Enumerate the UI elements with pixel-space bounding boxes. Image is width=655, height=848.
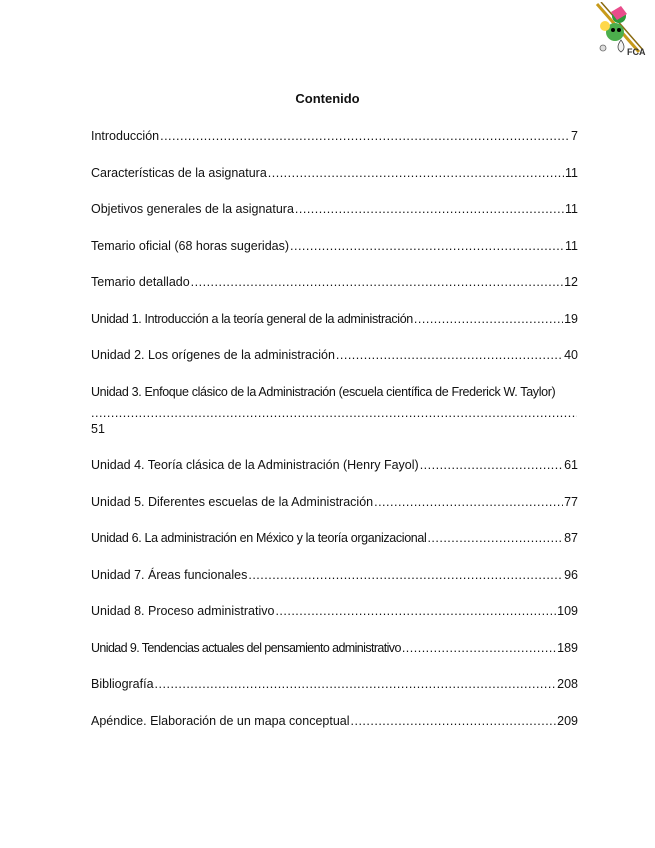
toc-entry-page: 209: [557, 713, 578, 728]
toc-entry[interactable]: [91, 274, 578, 290]
toc-leader-dots: [248, 567, 563, 583]
toc-entry-page: 87: [564, 531, 578, 545]
toc-entry-page: 51: [91, 421, 105, 436]
fca-logo-text: FCA: [627, 47, 646, 57]
toc-entry[interactable]: [91, 713, 578, 729]
toc-entry[interactable]: [91, 384, 578, 437]
toc-entry[interactable]: [91, 603, 578, 619]
toc-entry-label: Unidad 3. Enfoque clásico de la Administración (escuela científica de Frederick W. Taylor): [91, 384, 556, 399]
toc-leader-dots: [351, 713, 557, 729]
table-of-contents: [91, 128, 578, 749]
toc-entry-page: 40: [564, 348, 578, 362]
toc-entry-page: 77: [564, 494, 578, 509]
toc-entry[interactable]: [91, 640, 578, 656]
toc-entry-label: Unidad 7. Áreas funcionales: [91, 567, 248, 582]
toc-entry-page: 12: [564, 275, 578, 289]
toc-entry-label: Unidad 9. Tendencias actuales del pensamiento administrativo: [91, 640, 401, 655]
toc-leader-dots: [295, 201, 564, 217]
toc-entry[interactable]: [91, 201, 578, 217]
toc-entry-page: 61: [564, 458, 578, 472]
toc-entry-page: 11: [565, 165, 578, 180]
toc-leader-dots: [268, 165, 564, 181]
toc-entry-page: 109: [557, 604, 578, 618]
toc-entry[interactable]: [91, 676, 578, 692]
toc-entry[interactable]: [91, 128, 578, 144]
toc-leader-dots: [155, 676, 557, 692]
toc-entry[interactable]: [91, 311, 578, 327]
toc-entry-label: Unidad 6. La administración en México y la teoría organizacional: [91, 531, 427, 545]
toc-entry-label: Temario oficial (68 horas sugeridas): [91, 238, 290, 253]
toc-entry-label: Bibliografía: [91, 677, 154, 691]
toc-entry-page: 7: [571, 129, 578, 143]
toc-entry-page: 11: [565, 202, 578, 216]
toc-entry-label: Unidad 2. Los orígenes de la administración: [91, 348, 335, 362]
toc-entry[interactable]: [91, 494, 578, 510]
toc-entry[interactable]: [91, 238, 578, 254]
toc-leader-dots: [191, 274, 563, 290]
toc-entry[interactable]: [91, 457, 578, 473]
toc-entry-page: 208: [557, 677, 578, 691]
fca-logo: [591, 2, 649, 58]
toc-entry-label: Unidad 4. Teoría clásica de la Administración (Henry Fayol): [91, 458, 419, 472]
toc-leader-dots: [402, 640, 556, 656]
toc-leader-dots: [160, 128, 570, 144]
toc-entry-label: Unidad 1. Introducción a la teoría general de la administración: [91, 311, 413, 326]
toc-leader-dots: [275, 603, 556, 619]
toc-entry-page: 189: [557, 640, 578, 655]
toc-entry-label: Características de la asignatura: [91, 165, 267, 180]
toc-entry-label: Unidad 5. Diferentes escuelas de la Administración: [91, 494, 374, 509]
toc-entry-page: 11: [565, 238, 578, 253]
toc-leader-dots: [91, 405, 577, 421]
toc-entry[interactable]: [91, 165, 578, 181]
toc-entry-label: Unidad 8. Proceso administrativo: [91, 604, 275, 618]
toc-entry-label: Objetivos generales de la asignatura: [91, 202, 294, 216]
toc-entry-page: 19: [564, 311, 578, 326]
toc-entry[interactable]: [91, 530, 578, 546]
toc-entry-label: Temario detallado: [91, 275, 190, 289]
toc-leader-dots: [290, 238, 564, 254]
toc-leader-dots: [427, 530, 563, 546]
toc-entry-label: Apéndice. Elaboración de un mapa conceptual: [91, 713, 350, 728]
toc-leader-dots: [374, 494, 563, 510]
toc-leader-dots: [420, 457, 563, 473]
toc-leader-dots: [414, 311, 563, 327]
toc-leader-dots: [336, 347, 563, 363]
fca-logo-icon: [591, 2, 649, 58]
toc-entry-page: 96: [564, 567, 578, 582]
toc-entry[interactable]: [91, 347, 578, 363]
page-title: Contenido: [295, 91, 360, 106]
toc-entry[interactable]: [91, 567, 578, 583]
toc-entry-label: Introducción: [91, 129, 160, 143]
